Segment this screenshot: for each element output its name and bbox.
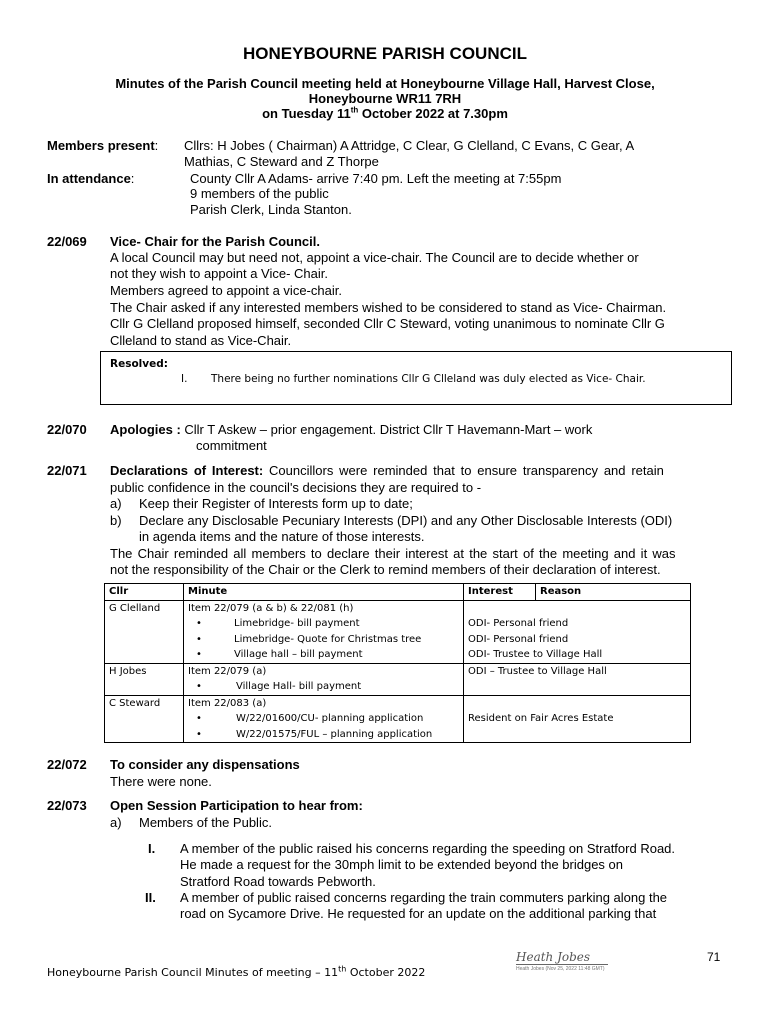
item-071-line3: The Chair reminded all members to declare their interest at the start of the meeting and it was bbox=[110, 546, 676, 561]
attendance-line3: Parish Clerk, Linda Stanton. bbox=[190, 202, 352, 217]
in-attendance-label bbox=[47, 171, 134, 187]
members-present-label bbox=[47, 138, 158, 154]
list-item: • Village hall – bill payment bbox=[188, 647, 459, 663]
item-069-line: A local Council may but need not, appoint a vice-chair. The Council are to decide whether or bbox=[110, 250, 639, 265]
table-row bbox=[105, 600, 691, 663]
item-070-text: Cllr T Askew – prior engagement. District Cllr T Havemann-Mart – work bbox=[180, 422, 593, 437]
table-header-reason: Reason bbox=[536, 584, 691, 601]
meeting-subtitle-line2: Honeybourne WR11 7RH bbox=[308, 91, 462, 106]
item-073-a-label: a) bbox=[110, 815, 122, 830]
list-item: • Limebridge- bill payment bbox=[188, 616, 459, 632]
list-item: • W/22/01600/CU- planning application bbox=[188, 711, 459, 727]
list-item: • Limebridge- Quote for Christmas tree bbox=[188, 632, 459, 648]
item-071-text: Councillors were reminded that to ensure transparency and retain bbox=[263, 463, 664, 478]
item-070-line1 bbox=[110, 422, 592, 438]
interest-entry: Resident on Fair Acres Estate bbox=[468, 713, 614, 724]
interest-entry: ODI- Personal friend bbox=[468, 618, 569, 629]
signature-caption: Heath Jobes (Nov 25, 2022 11:48 GMT) bbox=[516, 966, 605, 972]
item-072-number: 22/072 bbox=[47, 757, 87, 772]
resolved-text: There being no further nominations Cllr G Clleland was duly elected as Vice- Chair. bbox=[211, 373, 646, 385]
interest-entry: ODI – Trustee to Village Hall bbox=[468, 665, 607, 677]
attendance-line2: 9 members of the public bbox=[190, 186, 329, 201]
item-069-number: 22/069 bbox=[47, 234, 87, 249]
members-present-line1: Cllrs: H Jobes ( Chairman) A Attridge, C Clear, G Clelland, C Evans, C Gear, A bbox=[184, 138, 635, 153]
table-cell-minute bbox=[184, 695, 464, 743]
resolved-box bbox=[100, 351, 732, 405]
item-071-line2: public confidence in the council's decisions they are required to - bbox=[110, 480, 482, 495]
minute-ref: Item 22/079 (a & b) & 22/081 (h) bbox=[188, 602, 354, 614]
item-073-heading: Open Session Participation to hear from: bbox=[110, 798, 363, 813]
table-cell-minute bbox=[184, 663, 464, 695]
meeting-date-post: October 2022 at 7.30pm bbox=[358, 106, 508, 121]
page-title: HONEYBOURNE PARISH COUNCIL bbox=[243, 44, 527, 63]
members-present-colon: : bbox=[154, 138, 159, 153]
item-069-line: The Chair asked if any interested members wished to be considered to stand as Vice- Chairman. bbox=[110, 300, 667, 315]
item-071-a-text: Keep their Register of Interests form up to date; bbox=[139, 496, 413, 511]
item-069-line: not they wish to appoint a Vice- Chair. bbox=[110, 266, 328, 281]
footer-text-pre: Honeybourne Parish Council Minutes of meeting – 11 bbox=[47, 966, 339, 979]
item-073-ii-line: road on Sycamore Drive. He requested for an update on the additional parking that bbox=[180, 906, 657, 921]
attendance-line1: County Cllr A Adams- arrive 7:40 pm. Left the meeting at 7:55pm bbox=[190, 171, 562, 186]
table-header-minute: Minute bbox=[184, 584, 464, 601]
table-header-cllr: Cllr bbox=[105, 584, 184, 601]
item-071-heading: Declarations of Interest: bbox=[110, 463, 264, 478]
table-cell-interest bbox=[464, 600, 691, 663]
list-item: • Village Hall- bill payment bbox=[188, 679, 459, 695]
list-item: • W/22/01575/FUL – planning application bbox=[188, 727, 459, 743]
meeting-subtitle-line3 bbox=[0, 106, 770, 122]
item-069-heading: Vice- Chair for the Parish Council. bbox=[110, 234, 320, 249]
item-069-line: Clleland to stand as Vice-Chair. bbox=[110, 333, 292, 348]
in-attendance-colon: : bbox=[130, 171, 135, 186]
item-071-line4: not the responsibility of the Chair or the Clerk to remind members of their declaration of interest. bbox=[110, 562, 661, 577]
item-071-b-text2: in agenda items and the nature of those interests. bbox=[139, 529, 425, 544]
item-073-i-line: He made a request for the 30mph limit to be extended beyond the bridges on bbox=[180, 857, 624, 872]
table-cell-minute bbox=[184, 600, 464, 663]
item-073-i-line: A member of the public raised his concerns regarding the speeding on Stratford Road. bbox=[180, 841, 676, 856]
table-row bbox=[105, 695, 691, 743]
item-073-i-label: I. bbox=[148, 841, 156, 856]
in-attendance-label-text: In attendance bbox=[47, 171, 131, 186]
table-cell-interest bbox=[464, 663, 691, 695]
minute-ref: Item 22/079 (a) bbox=[188, 665, 267, 677]
footer-text-sup: th bbox=[338, 964, 347, 974]
item-071-number: 22/071 bbox=[47, 463, 87, 478]
resolved-label: Resolved: bbox=[110, 358, 168, 370]
item-070-heading: Apologies : bbox=[110, 422, 181, 437]
table-header-row bbox=[105, 584, 691, 601]
item-071-a-label: a) bbox=[110, 496, 122, 511]
interest-entry: ODI- Personal friend bbox=[468, 633, 569, 645]
item-073-number: 22/073 bbox=[47, 798, 87, 813]
footer-text-post: October 2022 bbox=[346, 966, 426, 979]
meeting-subtitle-line1: Minutes of the Parish Council meeting held at Honeybourne Village Hall, Harvest Close, bbox=[115, 76, 655, 91]
table-cell-cllr: G Clelland bbox=[105, 600, 184, 663]
item-070-number: 22/070 bbox=[47, 422, 87, 437]
item-073-ii-label: II. bbox=[145, 890, 156, 905]
item-072-heading: To consider any dispensations bbox=[110, 757, 300, 772]
table-cell-cllr: H Jobes bbox=[105, 663, 184, 695]
members-present-label-text: Members present bbox=[47, 138, 155, 153]
item-073-i-line: Stratford Road towards Pebworth. bbox=[180, 874, 376, 889]
signature-line bbox=[516, 964, 608, 965]
table-cell-interest bbox=[464, 695, 691, 743]
item-070-line2: commitment bbox=[196, 438, 267, 453]
meeting-date-pre: on Tuesday 11 bbox=[262, 106, 351, 121]
item-069-line: Cllr G Clelland proposed himself, seconded Cllr C Steward, voting unanimous to nominate Cllr G bbox=[110, 316, 665, 331]
interest-entry: ODI- Trustee to Village Hall bbox=[468, 649, 603, 660]
signature: Heath Jobes bbox=[516, 950, 591, 964]
item-071-b-label: b) bbox=[110, 513, 122, 528]
meeting-date-sup: th bbox=[350, 105, 359, 115]
item-072-text: There were none. bbox=[110, 774, 212, 789]
item-073-ii-line: A member of public raised concerns regarding the train commuters parking along the bbox=[180, 890, 668, 905]
table-cell-cllr: C Steward bbox=[105, 695, 184, 743]
declarations-table bbox=[104, 583, 691, 743]
item-071-line1 bbox=[110, 463, 664, 479]
table-header-interest: Interest bbox=[464, 584, 536, 601]
footer-text bbox=[47, 965, 425, 981]
item-069-line: Members agreed to appoint a vice-chair. bbox=[110, 283, 342, 298]
item-071-b-text1: Declare any Disclosable Pecuniary Interests (DPI) and any Other Disclosable Interests (ODI) bbox=[139, 513, 673, 528]
members-present-line2: Mathias, C Steward and Z Thorpe bbox=[184, 154, 379, 169]
resolved-number: I. bbox=[181, 373, 188, 385]
table-row bbox=[105, 663, 691, 695]
minute-ref: Item 22/083 (a) bbox=[188, 697, 267, 709]
page-number: 71 bbox=[707, 950, 721, 964]
item-073-a-text: Members of the Public. bbox=[139, 815, 272, 830]
